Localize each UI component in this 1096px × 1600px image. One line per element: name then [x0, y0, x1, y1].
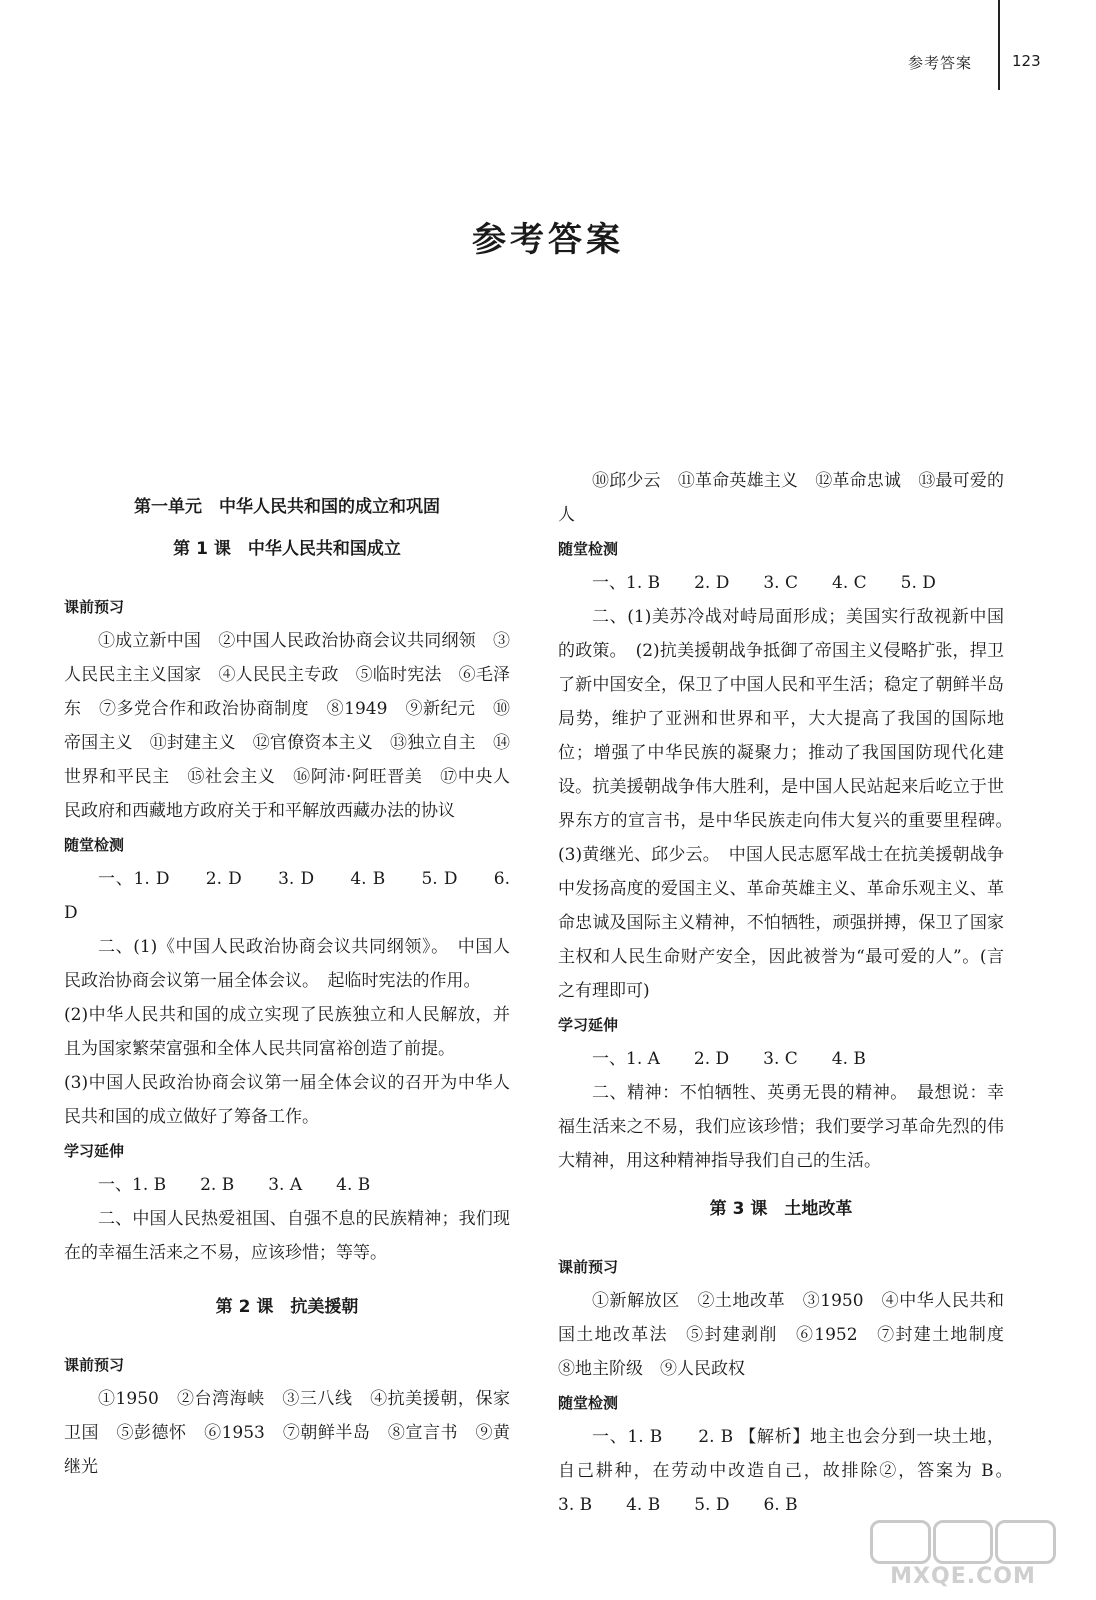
- watermark: [870, 1520, 1056, 1592]
- paragraph: (2)中华人民共和国的成立实现了民族独立和人民解放，并且为国家繁荣富强和全体人民共同富裕创造了前提。: [64, 1005, 510, 1059]
- lesson-1-title: 第 1 课 中华人民共和国成立: [173, 539, 401, 559]
- watermark-text: MXQE.COM: [890, 1564, 1036, 1589]
- section-heading: 课前预习: [558, 1258, 619, 1276]
- unit-title: 第一单元 中华人民共和国的成立和巩固: [134, 497, 440, 517]
- paragraph: 一、1. B 2. B 【解析】地主也会分到一块土地，自己耕种，在劳动中改造自己，故排除②，答案为 B。 3. B 4. B 5. D 6. B: [558, 1427, 1038, 1515]
- page-header: [0, 52, 1096, 82]
- section-heading: 课前预习: [64, 1356, 125, 1374]
- answer-line: 一、1. B 2. D 3. C 4. C 5. D: [592, 573, 936, 593]
- lesson-3-title: 第 3 课 土地改革: [709, 1199, 853, 1219]
- section-heading: 随堂检测: [558, 540, 619, 558]
- paragraph: ⑩邱少云 ⑪革命英雄主义 ⑫革命忠诚 ⑬最可爱的人: [558, 471, 1004, 525]
- paragraph: ①成立新中国 ②中国人民政治协商会议共同纲领 ③人民民主主义国家 ④人民民主专政 ⑤临时宪法 ⑥毛泽东 ⑦多党合作和政治协商制度 ⑧1949 ⑨新纪元 ⑩帝国主义 ⑪封建主义 ⑫官僚资本主义 ⑬独立自主 ⑭世界和平民主 ⑮社会主义 ⑯阿沛·阿旺晋美 ⑰中央人民政府和西藏地方政府关于和平解放西藏办法的协议: [64, 631, 510, 821]
- section-heading: 随堂检测: [558, 1394, 619, 1412]
- paragraph: ①新解放区 ②土地改革 ③1950 ④中华人民共和国土地改革法 ⑤封建剥削 ⑥1952 ⑦封建土地制度 ⑧地主阶级 ⑨人民政权: [558, 1291, 1021, 1379]
- answer-line: 一、1. B 2. B 3. A 4. B: [98, 1175, 371, 1195]
- running-header: 参考答案: [907, 54, 972, 72]
- answer-line: 一、1. A 2. D 3. C 4. B: [592, 1049, 866, 1069]
- section-heading: 随堂检测: [64, 836, 125, 854]
- paragraph: ①1950 ②台湾海峡 ③三八线 ④抗美援朝，保家卫国 ⑤彭德怀 ⑥1953 ⑦朝鲜半岛 ⑧宣言书 ⑨黄继光: [64, 1389, 510, 1477]
- lesson-2-title: 第 2 课 抗美援朝: [215, 1297, 359, 1317]
- paragraph: 二、(1)《中国人民政治协商会议共同纲领》。 中国人民政治协商会议第一届全体会议。 起临时宪法的作用。: [64, 937, 510, 991]
- answer-line: 一、1. D 2. D 3. D 4. B 5. D 6. D: [64, 869, 510, 923]
- right-column: [558, 464, 1038, 1522]
- page-number: 123: [1012, 52, 1041, 70]
- section-heading: 学习延伸: [558, 1016, 619, 1034]
- watermark-logo-icon: [870, 1520, 1056, 1564]
- section-heading: 课前预习: [64, 598, 125, 616]
- header-divider: [998, 0, 1000, 90]
- paragraph: 二、中国人民热爱祖国、自强不息的民族精神；我们现在的幸福生活来之不易，应该珍惜；等等。: [64, 1209, 510, 1263]
- left-column: [64, 490, 510, 1484]
- paragraph: 二、(1)美苏冷战对峙局面形成；美国实行敌视新中国的政策。 (2)抗美援朝战争抵御了帝国主义侵略扩张，捍卫了新中国安全，保卫了中国人民和平生活；稳定了朝鲜半岛局势，维护了亚洲和世界和平，大大提高了我国的国际地位；增强了中华民族的凝聚力；推动了我国国防现代化建设。抗美援朝战争伟大胜利，是中国人民站起来后屹立于世界东方的宣言书，是中华民族走向伟大复兴的重要里程碑。 (3)黄继光、邱少云。 中国人民志愿军战士在抗美援朝战争中发扬高度的爱国主义、革命英雄主义、革命乐观主义、革命忠诚及国际主义精神，不怕牺牲，顽强拼搏，保卫了国家主权和人民生命财产安全，因此被誉为“最可爱的人”。(言之有理即可): [558, 607, 1021, 1001]
- page-title: 参考答案: [472, 220, 624, 260]
- paragraph: 二、精神：不怕牺牲、英勇无畏的精神。 最想说：幸福生活来之不易，我们应该珍惜；我们要学习革命先烈的伟大精神，用这种精神指导我们自己的生活。: [558, 1083, 1004, 1171]
- paragraph: (3)中国人民政治协商会议第一届全体会议的召开为中华人民共和国的成立做好了筹备工作。: [64, 1073, 510, 1127]
- section-heading: 学习延伸: [64, 1142, 125, 1160]
